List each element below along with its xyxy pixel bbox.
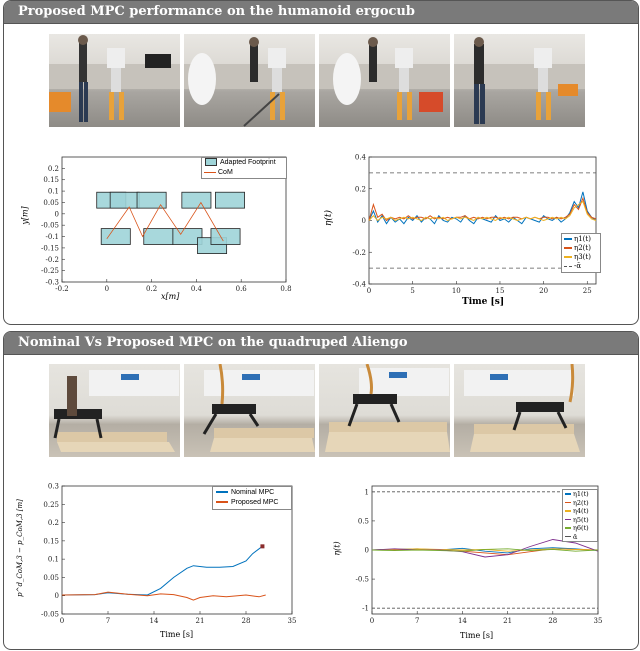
humanoid-photo-3: [319, 34, 450, 127]
nominal-end-marker: [260, 544, 264, 548]
pos-xtick-label: 35: [287, 617, 297, 625]
pos-ytick-label: 0.15: [43, 537, 59, 546]
legend-label-footprint: Adapted Footprint: [220, 159, 276, 166]
quadruped-eta-chart: [332, 480, 616, 645]
legend-entry-q-eta6: [563, 524, 597, 533]
legend-entry-footprint: [202, 158, 286, 168]
quadruped-robot-image: [454, 364, 585, 457]
footprint-ylabel: y[m]: [20, 206, 30, 225]
quadruped-robot-image: [49, 364, 180, 457]
quadruped-photo-1: [49, 364, 180, 457]
eta1-xtick-label: 10: [451, 287, 461, 295]
legend-entry-q-eta1: [563, 490, 597, 499]
footprint-chart: [20, 149, 296, 307]
eta2-xtick-label: 28: [548, 617, 558, 625]
humanoid-robot-image: [454, 34, 585, 127]
humanoid-photo-strip: [49, 34, 585, 127]
legend-label-eta2: η2(t): [574, 244, 591, 252]
humanoid-photo-1: [49, 34, 180, 127]
humanoid-photo-4: [454, 34, 585, 127]
footprint-ytick-label: 0.15: [43, 176, 59, 185]
legend-swatch-eta1: [564, 238, 572, 240]
pos-legend: [212, 486, 292, 510]
nominal-mpc-line: [62, 546, 262, 595]
adapted-footprint: [211, 229, 240, 245]
eta1-ytick-label: -0.4: [352, 280, 366, 289]
footprint-ytick-label: 0.2: [47, 164, 59, 173]
legend-swatch-q-eta2: [565, 502, 571, 504]
footprint-xlabel: x[m]: [161, 292, 180, 301]
panel-title: Nominal Vs Proposed MPC on the quadruped Aliengo: [4, 332, 638, 355]
humanoid-robot-image: [49, 34, 180, 127]
legend-entry-eta3: [562, 253, 600, 262]
footprint-xtick-label: -0.2: [55, 285, 69, 293]
quadruped-photo-4: [454, 364, 585, 457]
legend-swatch-q-eta1: [565, 493, 571, 495]
pos-xlabel: Time [s]: [160, 630, 194, 639]
legend-swatch-proposed: [216, 501, 228, 503]
eta1-xtick-label: 0: [366, 287, 372, 295]
eta1-ytick-label: -0.2: [352, 248, 366, 257]
legend-label-q-eta2: η2(t): [573, 498, 589, 507]
eta1-xtick-label: 5: [410, 287, 415, 295]
eta2-legend: [562, 489, 598, 542]
pos-ytick-label: 0: [54, 592, 59, 601]
adapted-footprint: [110, 192, 139, 208]
footprint-ytick-label: 0.1: [47, 187, 59, 196]
legend-label-q-eta5: η5(t): [573, 515, 589, 524]
legend-label-q-alpha: ᾱ: [573, 532, 578, 541]
eta2-xtick-label: 0: [369, 617, 375, 625]
eta1-ytick-label: 0.4: [354, 153, 366, 162]
legend-swatch-q-eta4: [565, 510, 571, 512]
pos-ytick-label: 0.05: [43, 573, 59, 582]
eta2-ylabel: η(t): [332, 541, 342, 556]
quadruped-photo-3: [319, 364, 450, 457]
eta1-ytick-label: 0: [361, 217, 366, 225]
eta2-xtick-label: 7: [414, 617, 420, 625]
legend-label-proposed: Proposed MPC: [231, 499, 279, 506]
pos-ytick-label: 0.2: [47, 519, 59, 528]
footprint-ytick-label: 0.05: [43, 198, 59, 207]
eta1-xtick-label: 25: [582, 287, 592, 295]
legend-entry-nominal: [213, 488, 291, 498]
legend-label-q-eta4: η4(t): [573, 507, 589, 515]
pos-xtick-label: 14: [149, 617, 159, 625]
pos-ytick-label: 0.3: [47, 482, 59, 491]
pos-xtick-label: 21: [195, 617, 205, 625]
legend-swatch-q-eta5: [565, 519, 571, 521]
eta1-xtick-label: 20: [539, 287, 549, 295]
legend-swatch-eta2: [564, 247, 572, 249]
eta2-xtick-label: 14: [457, 617, 467, 625]
pos-ytick-label: 0.25: [43, 500, 59, 509]
footprint-ytick-label: -0.1: [45, 233, 59, 242]
footprint-ytick-label: -0.15: [41, 244, 59, 253]
legend-entry-eta1: [562, 235, 600, 244]
footprint-ytick-label: 0: [54, 210, 59, 219]
eta1-legend: [561, 233, 601, 273]
humanoid-eta-chart: [324, 151, 607, 316]
pos-xtick-label: 7: [105, 617, 111, 625]
eta1-xlabel: Time [s]: [462, 297, 505, 307]
legend-entry-q-alpha: [563, 533, 597, 542]
humanoid-robot-image: [319, 34, 450, 127]
footprint-ytick-label: -0.05: [41, 221, 59, 230]
quadruped-robot-image: [319, 364, 450, 457]
legend-swatch-com: [204, 172, 216, 173]
eta2-xlabel: Time [s]: [460, 631, 494, 640]
footprint-xtick-label: 0.4: [190, 285, 202, 293]
legend-label-q-eta6: η6(t): [573, 524, 589, 532]
footprint-ytick-label: -0.25: [41, 267, 59, 276]
legend-label-nominal: Nominal MPC: [231, 489, 275, 496]
legend-entry-alpha: [562, 262, 600, 271]
humanoid-photo-2: [184, 34, 315, 127]
legend-swatch-q-alpha: [565, 536, 571, 537]
eta2-xtick-label: 35: [593, 617, 603, 625]
humanoid-robot-image: [184, 34, 315, 127]
eta1-ylabel: η(t): [324, 209, 335, 227]
legend-entry-q-eta4: [563, 507, 597, 516]
quadruped-photo-2: [184, 364, 315, 457]
adapted-footprint: [144, 229, 173, 245]
pos-ylabel: p^d_CoM,3 − p_CoM,3 [m]: [16, 499, 24, 597]
legend-label-eta1: η1(t): [574, 235, 591, 243]
legend-entry-proposed: [213, 498, 291, 508]
footprint-legend: [201, 157, 287, 179]
footprint-ytick-label: -0.2: [45, 255, 59, 264]
legend-entry-q-eta5: [563, 516, 597, 525]
legend-label-alpha: -ᾱ: [574, 262, 582, 270]
eta1-ytick-label: 0.2: [354, 185, 366, 194]
proposed-mpc-line: [62, 592, 266, 600]
com-error-chart: [12, 480, 302, 645]
eta2-xtick-label: 21: [503, 617, 513, 625]
eta2-ytick-label: -0.5: [355, 575, 369, 584]
footprint-xtick-label: 0.8: [280, 285, 292, 293]
quadruped-photo-strip: [49, 364, 585, 457]
footprint-xtick-label: 0: [104, 285, 110, 293]
quadruped-panel: [3, 331, 639, 650]
legend-swatch-eta3: [564, 256, 572, 258]
legend-label-eta3: η3(t): [574, 253, 591, 261]
legend-entry-eta2: [562, 244, 600, 253]
adapted-footprint: [215, 192, 244, 208]
eta2-ytick-label: 0: [364, 546, 369, 555]
pos-ytick-label: 0.1: [47, 555, 59, 564]
legend-label-com: CoM: [218, 169, 233, 176]
eta2-ytick-label: 0.5: [357, 517, 369, 526]
footprint-xtick-label: 0.6: [235, 285, 247, 293]
legend-swatch-nominal: [216, 491, 228, 493]
humanoid-panel: [3, 0, 639, 325]
adapted-footprint: [182, 192, 211, 208]
eta2-ytick-label: -1: [362, 604, 369, 613]
footprint-ytick-label: -0.3: [45, 278, 59, 287]
footprint-xtick-label: 0.2: [146, 285, 158, 293]
pos-xtick-label: 0: [59, 617, 65, 625]
adapted-footprint: [101, 229, 130, 245]
legend-swatch-alpha: [564, 266, 572, 267]
panel-title: Proposed MPC performance on the humanoid ergocub: [4, 1, 638, 24]
eta2-ytick-label: 1: [364, 488, 369, 497]
eta1-xtick-label: 15: [495, 287, 505, 295]
legend-entry-q-eta2: [563, 499, 597, 508]
legend-swatch-q-eta6: [565, 527, 571, 529]
legend-entry-com: [202, 168, 286, 178]
legend-swatch-footprint: [205, 158, 217, 166]
legend-label-q-eta1: η1(t): [573, 490, 589, 498]
quadruped-robot-image: [184, 364, 315, 457]
pos-ytick-label: -0.05: [41, 610, 59, 619]
pos-xtick-label: 28: [241, 617, 251, 625]
